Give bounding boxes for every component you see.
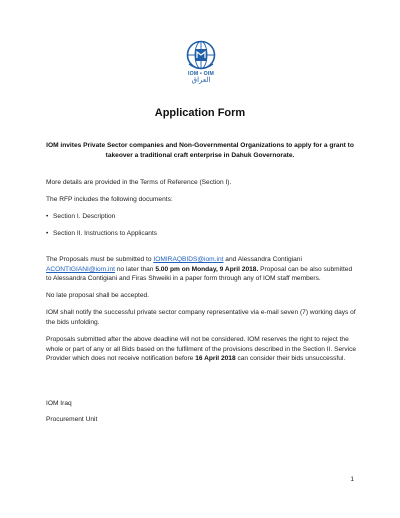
rfp-item-text: Section II. Instructions to Applicants (53, 230, 158, 237)
submission-text: Proposal can be also submitted to Alessandra Contigiani and Firas Shweiki in a paper form through any of IOM staff members. (46, 265, 353, 283)
after-deadline-text: Proposals submitted after the above deadline will not be considered. IOM reserves the right to reject the whole or part of any or all Bids based on the fulfilment of the provisions described in the Section II. Service Provider which does not receive notification before (46, 336, 357, 363)
submission-text: no later than (114, 265, 156, 273)
intro-text: IOM invites Private Sector companies and Non-Governmental Organizations to apply for a grant to takeover a traditional craft enterprise in Dahuk Governorate. (46, 142, 354, 159)
page-title: Application Form (154, 107, 246, 119)
logo-label: IOM • OIM (187, 71, 215, 77)
email-link-acontigiani[interactable]: ACONTIGIANI@iom.int (46, 265, 115, 273)
iom-emblem-icon (186, 40, 216, 70)
rfp-list-item (46, 229, 358, 239)
rfp-item-text: Section I. Description (53, 213, 116, 220)
signature-block (46, 399, 358, 424)
submission-deadline: 5.00 pm on Monday, 9 April 2018. (155, 265, 259, 273)
notify-text: IOM shall notify the successful private sector company representative via e-mail seven (7) working days of the bids unfolding. (46, 309, 356, 326)
no-late-paragraph (46, 291, 358, 301)
submission-text: and Alessandra Contigiani (223, 256, 302, 263)
after-deadline-text: can consider their bids unsuccessful. (235, 355, 346, 363)
logo-arabic-label: العراق (191, 77, 211, 84)
rfp-intro-text: The RFP includes the following documents: (46, 196, 173, 203)
signature-unit: Procurement Unit (46, 415, 98, 423)
bullet-icon: • (46, 230, 49, 237)
notification-date: 16 April 2018 (195, 355, 236, 363)
after-deadline-paragraph (46, 335, 358, 364)
email-link-iomiraqbids[interactable]: IOMIRAQBIDS@iom.int (153, 256, 224, 263)
rfp-list-item (46, 212, 358, 222)
rfp-section (46, 195, 358, 205)
iom-logo (178, 40, 224, 85)
bullet-icon: • (46, 213, 49, 220)
details-paragraph (46, 178, 358, 188)
signature-org: IOM Iraq (46, 400, 72, 407)
submission-text: The Proposals must be submitted to (46, 256, 154, 263)
page-number: 1 (350, 476, 354, 483)
no-late-text: No late proposal shall be accepted. (46, 292, 150, 299)
notify-paragraph (46, 308, 358, 327)
details-text: More details are provided in the Terms of Reference (Section I). (46, 179, 232, 186)
submission-paragraph (46, 255, 358, 284)
